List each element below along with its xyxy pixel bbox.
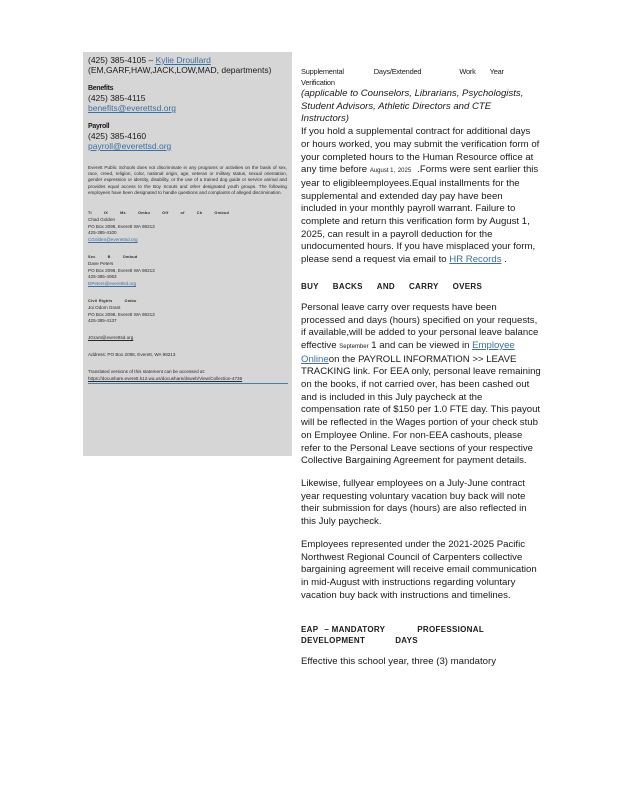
contact-phone: 425-385-4063 (88, 274, 117, 280)
carpenters-paragraph: Employees represented under the 2021-2025 Pacific Northwest Regional Council of Carpenters collective bargaining agreement will receive email communication in mid-August with instructions regarding voluntary vacation buy back with instructions and timelines. (301, 538, 537, 601)
contact-title-1: Ti IX Ms Ombu Off of Ch Ombud (88, 211, 230, 216)
hr-contact-codes: (EM,GARF,HAW,JACK,LOW,MAD, departments) (88, 65, 272, 75)
contact-address: PO Box 2098, Everett WA 98213 (88, 223, 155, 229)
contact-email-link[interactable]: CGolden@everettsd.org (88, 237, 138, 243)
sidebar-contacts (83, 52, 292, 456)
sidebar-divider (88, 383, 288, 384)
contact-name: Chad Golden (88, 216, 116, 222)
supplemental-heading: Supplemental Days/Extended Work Year (301, 67, 504, 76)
contact-address: PO Box 2098, Everett WA 98213 (88, 311, 155, 317)
carry-over-paragraph: Personal leave carry over requests have been processed and days (hours) specified on your requests, if available,will be added to your personal leave balance effective September 1 and can be viewed in Employee Onlineon the PAYROLL INFORMATION >> LEAVE TRACKING link. For EEA only, personal leave remaining on the books, if not carried over, has been cashed out and is included in this July paycheck at the compensation rate of $150 per 1.0 FTE day. This payout will be reflected in the Wages portion of your check stub on Employee Online. For non-EEA cashouts, please refer to the Personal Leave sections of your respective Collective Bargaining Agreement for payment details. (301, 301, 541, 467)
hr-contact-link[interactable]: Kylie Droullard (155, 55, 211, 65)
supplemental-paragraph: If you hold a supplemental contract for additional days or hours worked, you may submit the verification form of your completed hours to the Human Resource office at any time before August 1, 2025 .Forms were sent earlier this year to eligibleemployees.Equal installments for the supplemental and extended day pay have been included in your monthly payroll warrant. Failure to complete and return this verification form by August 1, 2025, can result in a payroll deduction for the undocumented hours. If you have misplaced your form, please send a request via email to HR Records . (301, 126, 540, 266)
hr-phone: (425) 385-4105 – (88, 55, 154, 65)
payroll-phone: (425) 385-4160 (88, 131, 147, 141)
contact-address: PO Box 2098, Everett WA 98213 (88, 267, 155, 273)
supplemental-heading-line2: Verification (301, 78, 335, 87)
hr-records-link[interactable]: HR Records (449, 254, 502, 266)
contact-title-3: Civil Rights Ombu (88, 298, 137, 303)
contact-block-1 (88, 210, 287, 244)
contact-email-link[interactable]: JGrant@everettsd.org (88, 335, 134, 341)
vacation-buyback-paragraph: Likewise, fullyear employees on a July-June contract year requesting voluntary vacation buy back will note their submission for days (hours) are also reflected in this July paycheck. (301, 477, 527, 528)
employee-online-link[interactable]: Employee Online (301, 339, 515, 365)
contact-block-2 (88, 254, 287, 288)
payroll-label: Payroll (88, 123, 110, 130)
contact-email-link[interactable]: DPeters@everettsd.org (88, 281, 137, 287)
translated-versions-link[interactable]: https://docushare.everett.k12.wa.us/docushare/dsweb/View/Collection-4736 (88, 375, 243, 381)
benefits-label: Benefits (88, 85, 114, 92)
benefits-email-link[interactable]: benefits@everettsd.org (88, 103, 177, 113)
contact-name: Dave Peters (88, 260, 114, 266)
payroll-email-link[interactable]: payroll@everettsd.org (88, 141, 172, 151)
eap-heading: EAP – MANDATORY PROFESSIONAL (301, 625, 485, 635)
translated-versions-note: Translated versions of this statement can be accessed at: (88, 368, 206, 374)
contact-name: Joi Odom Grant (88, 304, 121, 310)
contact-phone: 425-385-4100 (88, 230, 117, 236)
benefits-phone: (425) 385-4115 (88, 93, 146, 103)
buy-backs-heading: BUY BACKS AND CARRY OVERS (301, 281, 483, 291)
hr-contact-line (88, 55, 287, 65)
supplemental-applicability: (applicable to Counselors, Librarians, Psychologists, Student Advisors, Athletic Directors and CTE Instructors) (301, 88, 524, 125)
eap-paragraph: Effective this school year, three (3) mandatory (301, 656, 496, 668)
nondiscrimination-statement: Everett Public Schools does not discriminate in any programs or activities on the basis of sex, race, creed, religion, color, national origin, age, veteran or military status, sexual orientation, gender expression or identity, disability, or the use of a trained dog guide or service animal and provides equal access to the Boy Scouts and other designated youth groups. The following employees have been designated to handle questions and complaints of alleged discrimination. (88, 165, 287, 195)
main-content (301, 60, 541, 669)
district-address: Address: PO Box 2098, Everett, WA 98213 (88, 351, 176, 357)
contact-phone: 425-385-4137 (88, 318, 117, 324)
contact-block-3 (88, 298, 287, 325)
eap-heading-line2: DEVELOPMENT DAYS (301, 636, 418, 646)
contact-title-2: Sec B Ombud (88, 255, 138, 259)
